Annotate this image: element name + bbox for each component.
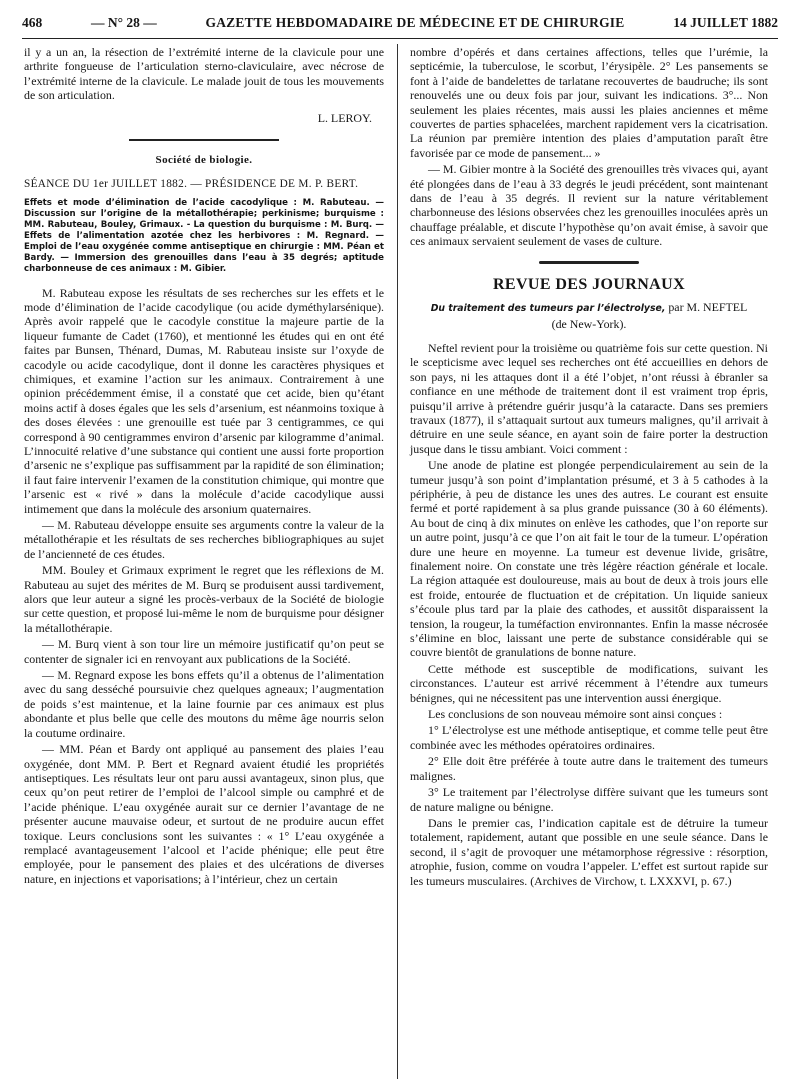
issue-number: — N° 28 — <box>91 15 157 30</box>
page-header <box>22 8 778 39</box>
article-origin: (de New-York). <box>551 316 627 331</box>
paragraph: 1° L’électrolyse est une méthode antiseptique, et comme telle peut être combinée avec les méthodes opératoires ordinaires. <box>410 723 768 752</box>
intro-paragraph: il y a un an, la résection de l’extrémité interne de la clavicule pour une arthrite fongueuse de l’articulation sterno-claviculaire, avec nécrose de l’extrémité interne de la clavicule. Le malade jouit de tous les mouvements de son articulation. <box>24 45 384 103</box>
journal-title: GAZETTE HEBDOMADAIRE DE MÉDECINE ET DE CHIRURGIE <box>205 15 625 30</box>
left-column <box>24 45 384 888</box>
seance-line: SÉANCE DU 1er JUILLET 1882. — PRÉSIDENCE DE M. P. BERT. <box>24 178 359 191</box>
article-author: par M. NEFTEL <box>668 300 748 315</box>
session-summary: Effets et mode d’élimination de l’acide cacodylique : M. Rabuteau. — Discussion sur l’origine de la métallothérapie; perkinisme; burquisme : MM. Rabuteau, Bouley, Grimaux. - La question du burquisme : M. Burq. — Effets de l’alimentation azotée chez les herbivores : M. Regnard. — Emploi de l’eau oxygénée comme antiseptique en chirurgie : MM. Péan et Bardy. — Immersion des grenouilles dans l’eau à 35 degrés; aptitude charbonneuse de ces animaux : M. Gibier. <box>24 197 384 275</box>
paragraph: — M. Burq vient à son tour lire un mémoire justificatif qu’on peut se contenter de signaler ici en renvoyant aux publications de la Société. <box>24 637 384 666</box>
paragraph: MM. Bouley et Grimaux expriment le regret que les réflexions de M. Rabuteau au sujet des mérites de M. Burq se produisent aussi tardivement, alors que leur auteur a signé les procès-verbaux de la Société de biologie sur cette question, et proposé lui-même le nom de burquisme pour désigner la métallothérapie. <box>24 563 384 635</box>
paragraph: Neftel revient pour la troisième ou quatrième fois sur cette question. Ni le scepticisme avec lequel ses recherches ont été accueillies en dehors de son pays, ni les attaques dont il a été l’objet, n’ont réussi à ébranler sa confiance en une méthode de traitement dont il est vraiment trop épris, puisqu’il arrive à prétendre guérir jusqu’à la cataracte. Dans ses premiers travaux (1877), il s’attaquait surtout aux tumeurs malignes, qu’il arrivait à détruire en une seule séance, en ayant soin de faire porter la destruction jusque dans le tissu ambiant. Voici comment : <box>410 340 768 456</box>
column-divider <box>397 44 398 1079</box>
paragraph: 2° Elle doit être préférée à toute autre dans le traitement des tumeurs malignes. <box>410 754 768 783</box>
paragraph: Cette méthode est susceptible de modifications, suivant les circonstances. L’auteur est arrivé récemment à l’étendre aux tumeurs bénignes, qui ne nécessitent pas une intervention aussi énergique. <box>410 661 768 705</box>
section-title: REVUE DES JOURNAUX <box>492 275 686 293</box>
article-title-text: Du traitement des tumeurs par l’électrolyse, <box>430 303 666 315</box>
paragraph: — M. Regnard expose les bons effets qu’il a obtenus de l’alimentation avec du sang desséché poursuivie chez quelques agneaux; l’augmentation de poids s’est maintenue, et la laine fournie par ces animaux est plus abondante et plus belle que celle des moutons du même âge nourris selon la coutume ordinaire. <box>24 668 384 740</box>
paragraph: — MM. Péan et Bardy ont appliqué au pansement des plaies l’eau oxygénée, dont MM. P. Bert et Regnard avaient étudié les propriétés antiseptiques. Les résultats leur ont paru aussi avantageux, sinon plus, que ceux qu’on peut retirer de l’emploi de l’alcool simple ou camphré et de l’acide phénique. L’eau oxygénée aurait sur ce dernier l’avantage de ne présenter aucune mauvaise odeur, et surtout de ne produire aucun effet toxique. Leurs conclusions sont les suivantes : « 1° L’eau oxygénée a remplacé avantageusement l’alcool et l’acide phénique; elle peut être employée, pour le pansement des plaies et des ulcérations de diverses nature, en injections et vaporisations; à l’intérieur, chez un certain <box>24 742 384 886</box>
page-number: 468 <box>22 15 43 30</box>
paragraph: Dans le premier cas, l’indication capitale est de détruire la tumeur totalement, rapidement, autant que possible en une seule séance. Dans le second, il s’agit de provoquer une métamorphose régressive : résorption, atrophie, fusion, comme on voudra l’appeler. L’effet est surtout rapide sur les tumeurs musculaires. (Archives de Virchow, t. LXXXVI, p. 67.) <box>410 815 768 888</box>
paragraph: nombre d’opérés et dans certaines affections, telles que l’urémie, la septicémie, la tuberculose, le scorbut, l’érysipèle. 2° Les pansements se font à l’aide de bandelettes de tarlatane recouvertes de baudruche; ils sont renouvelés une ou deux fois par jour, suivant les indications. 3°... Non seulement les plaies récentes, mais aussi les plaies anciennes et même couvertes de parties sphacelées, marchent rapidement vers la cicatrisation. La réunion par première intention des plaies d’amputation paraît être favorisée par ce mode de pansement... » <box>410 45 768 160</box>
author-signature: L. LEROY. <box>317 110 372 125</box>
paragraph: — M. Rabuteau développe ensuite ses arguments contre la valeur de la métallothérapie et les résultats de ses recherches bibliographiques au sujet de l’ancienneté de ces études. <box>24 518 384 561</box>
paragraph: — M. Gibier montre à la Société des grenouilles très vivaces qui, ayant été plongées dans de l’eau à 33 degrés le jeudi précédent, sont maintenant dans de l’eau à 35 degrés. Il revient sur la nature véritablement charbonneuse des lésions observées chez les grenouilles inoculées après un chauffage préalable, et discute l’hypothèse qu’on avait émise, à savoir que ces animaux servaient seulement de vases de culture. <box>410 162 768 249</box>
section-rule <box>129 139 279 141</box>
paragraph: 3° Le traitement par l’électrolyse diffère suivant que les tumeurs sont de nature maligne ou bénigne. <box>410 785 768 814</box>
section-title: Société de biologie. <box>155 154 253 167</box>
paragraph: Une anode de platine est plongée perpendiculairement au sein de la tumeur jusqu’à son point d’implantation présumé, et 3 à 5 cathodes à la périphérie, à peu de distance les unes des autres. Le courant est ensuite fermé et porté rapidement à sa plus grande puissance (30 à 60 éléments). Au bout de cinq à dix minutes on enlève les cathodes, que l’on reporte sur un autre point, jusqu’à ce que l’on ait fait le tour de la tumeur. L’opération dure une heure en moyenne. La tumeur est devenue livide, grisâtre, finalement noire. On constate une très légère réaction générale et locale. La région attaquée est douloureuse, mais au bout de deux à trois jours elle est froide, entourée de fluctuation et de crépitation. Un liquide sanieux s’écoule plus tard par la plaie des cathodes, et aussitôt disparaissent la tension, la rougeur, la tuméfaction environnantes. Enfin la masse nécrosée s’élimine en bloc, laissant une perte de substance considérable qui se couvre bientôt de granulations de bonne nature. <box>410 458 768 660</box>
paragraph: M. Rabuteau expose les résultats de ses recherches sur les effets et le mode d’élimination de l’acide cacodylique (ou acide dyméthylarsénique). Après avoir rappelé que le cacodyle constitue la majeure partie de la liqueur fumante de Cadet (1760), et mentionné les études qui en ont été faites par Bunsen, Thénard, Dumas, M. Rabuteau insiste sur l’oxyde de cacodyle ou acide cacodylique, dont il donne les caractères physiques et chimiques, et examine l’action sur les animaux. Contrairement à une opinion précédemment émise, il a constaté que cet acide, bien qu’étant moins actif à doses égales que les sels d’arsenium, est néanmoins toxique à des doses élevées : une grenouille est tuée par 3 centigrammes, ce qui correspond à 90 centigrammes environ d’arsenic par kilogramme d’animal. L’innocuité relative d’une substance qui contient une aussi forte proportion d’arsenic ne s’explique pas suffisamment par la rapidité de son élimination; il faut faire intervenir l’examen de la constitution chimique, qui montre que l’arsenic est « rivé » dans la molécule d’acide cacodylique aussi intimement que dans la molécule des arsonium quaternaires. <box>24 285 384 516</box>
paragraph: Les conclusions de son nouveau mémoire sont ainsi conçues : <box>428 707 723 722</box>
issue-date: 14 JUILLET 1882 <box>673 15 778 30</box>
section-rule <box>539 261 639 264</box>
right-column <box>410 45 768 890</box>
article-title <box>410 300 768 331</box>
